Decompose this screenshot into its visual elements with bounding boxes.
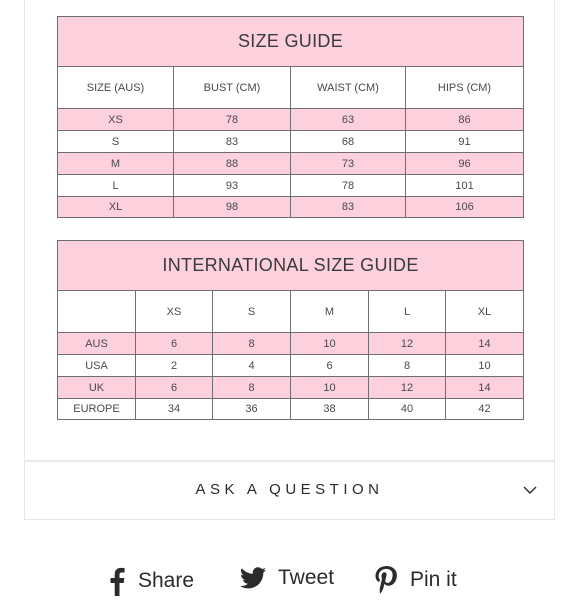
table-cell: 86 — [406, 109, 524, 131]
size-guide-header-row — [58, 67, 524, 109]
table-cell: 101 — [406, 175, 524, 197]
table-cell: 10 — [446, 355, 524, 377]
table-cell: 10 — [291, 377, 369, 399]
table-cell: 63 — [291, 109, 406, 131]
table-cell: 73 — [291, 153, 406, 175]
table-row — [58, 355, 524, 377]
table-cell: 8 — [213, 333, 291, 355]
row-label: USA — [58, 355, 136, 377]
table-cell: 6 — [291, 355, 369, 377]
column-header: HIPS (CM) — [406, 67, 524, 109]
chevron-down-icon — [522, 482, 538, 498]
table-cell: 12 — [369, 333, 446, 355]
row-label: UK — [58, 377, 136, 399]
column-header — [58, 291, 136, 333]
table-row — [58, 131, 524, 153]
table-cell: 8 — [213, 377, 291, 399]
table-cell: 98 — [174, 197, 291, 218]
table-cell: 93 — [174, 175, 291, 197]
table-cell: 8 — [369, 355, 446, 377]
table-row — [58, 399, 524, 420]
table-cell: 88 — [174, 153, 291, 175]
table-cell: 68 — [291, 131, 406, 153]
table-row — [58, 175, 524, 197]
table-cell: 4 — [213, 355, 291, 377]
column-header: S — [213, 291, 291, 333]
table-cell: XL — [58, 197, 174, 218]
column-header: WAIST (CM) — [291, 67, 406, 109]
ask-a-question-toggle[interactable] — [24, 462, 555, 520]
table-cell: 6 — [136, 333, 213, 355]
twitter-icon — [240, 567, 266, 589]
table-cell: 38 — [291, 399, 369, 420]
table-cell: 40 — [369, 399, 446, 420]
table-cell: 6 — [136, 377, 213, 399]
share-facebook-button[interactable] — [108, 566, 194, 596]
table-row — [58, 333, 524, 355]
column-header: M — [291, 291, 369, 333]
table-cell: 78 — [174, 109, 291, 131]
table-row — [58, 109, 524, 131]
table-cell: 34 — [136, 399, 213, 420]
table-cell: 12 — [369, 377, 446, 399]
table-cell: 91 — [406, 131, 524, 153]
table-cell: 14 — [446, 377, 524, 399]
pinterest-icon — [374, 566, 398, 594]
share-twitter-button[interactable] — [240, 566, 334, 590]
international-size-guide-table — [57, 240, 524, 420]
table-cell: 10 — [291, 333, 369, 355]
social-share-bar — [0, 560, 579, 600]
table-cell: M — [58, 153, 174, 175]
column-header: XS — [136, 291, 213, 333]
international-header-row — [58, 291, 524, 333]
table-cell: 2 — [136, 355, 213, 377]
table-cell: 106 — [406, 197, 524, 218]
table-cell: 83 — [174, 131, 291, 153]
table-row — [58, 153, 524, 175]
table-cell: 36 — [213, 399, 291, 420]
column-header: SIZE (AUS) — [58, 67, 174, 109]
share-pinterest-button[interactable] — [374, 566, 457, 594]
facebook-icon — [108, 566, 126, 596]
table-cell: L — [58, 175, 174, 197]
international-size-guide-title: INTERNATIONAL SIZE GUIDE — [58, 241, 524, 291]
table-row — [58, 377, 524, 399]
column-header: XL — [446, 291, 524, 333]
table-row — [58, 197, 524, 218]
table-cell: 42 — [446, 399, 524, 420]
size-guide-table — [57, 16, 524, 218]
row-label: EUROPE — [58, 399, 136, 420]
column-header: L — [369, 291, 446, 333]
size-guide-title: SIZE GUIDE — [58, 17, 524, 67]
table-cell: S — [58, 131, 174, 153]
table-cell: XS — [58, 109, 174, 131]
table-cell: 96 — [406, 153, 524, 175]
column-header: BUST (CM) — [174, 67, 291, 109]
table-cell: 83 — [291, 197, 406, 218]
row-label: AUS — [58, 333, 136, 355]
table-cell: 14 — [446, 333, 524, 355]
share-facebook-label: Share — [138, 569, 195, 592]
share-pinterest-label: Pin it — [410, 568, 457, 591]
ask-a-question-label: ASK A QUESTION — [195, 481, 384, 498]
table-cell: 78 — [291, 175, 406, 197]
share-twitter-label: Tweet — [278, 566, 335, 589]
